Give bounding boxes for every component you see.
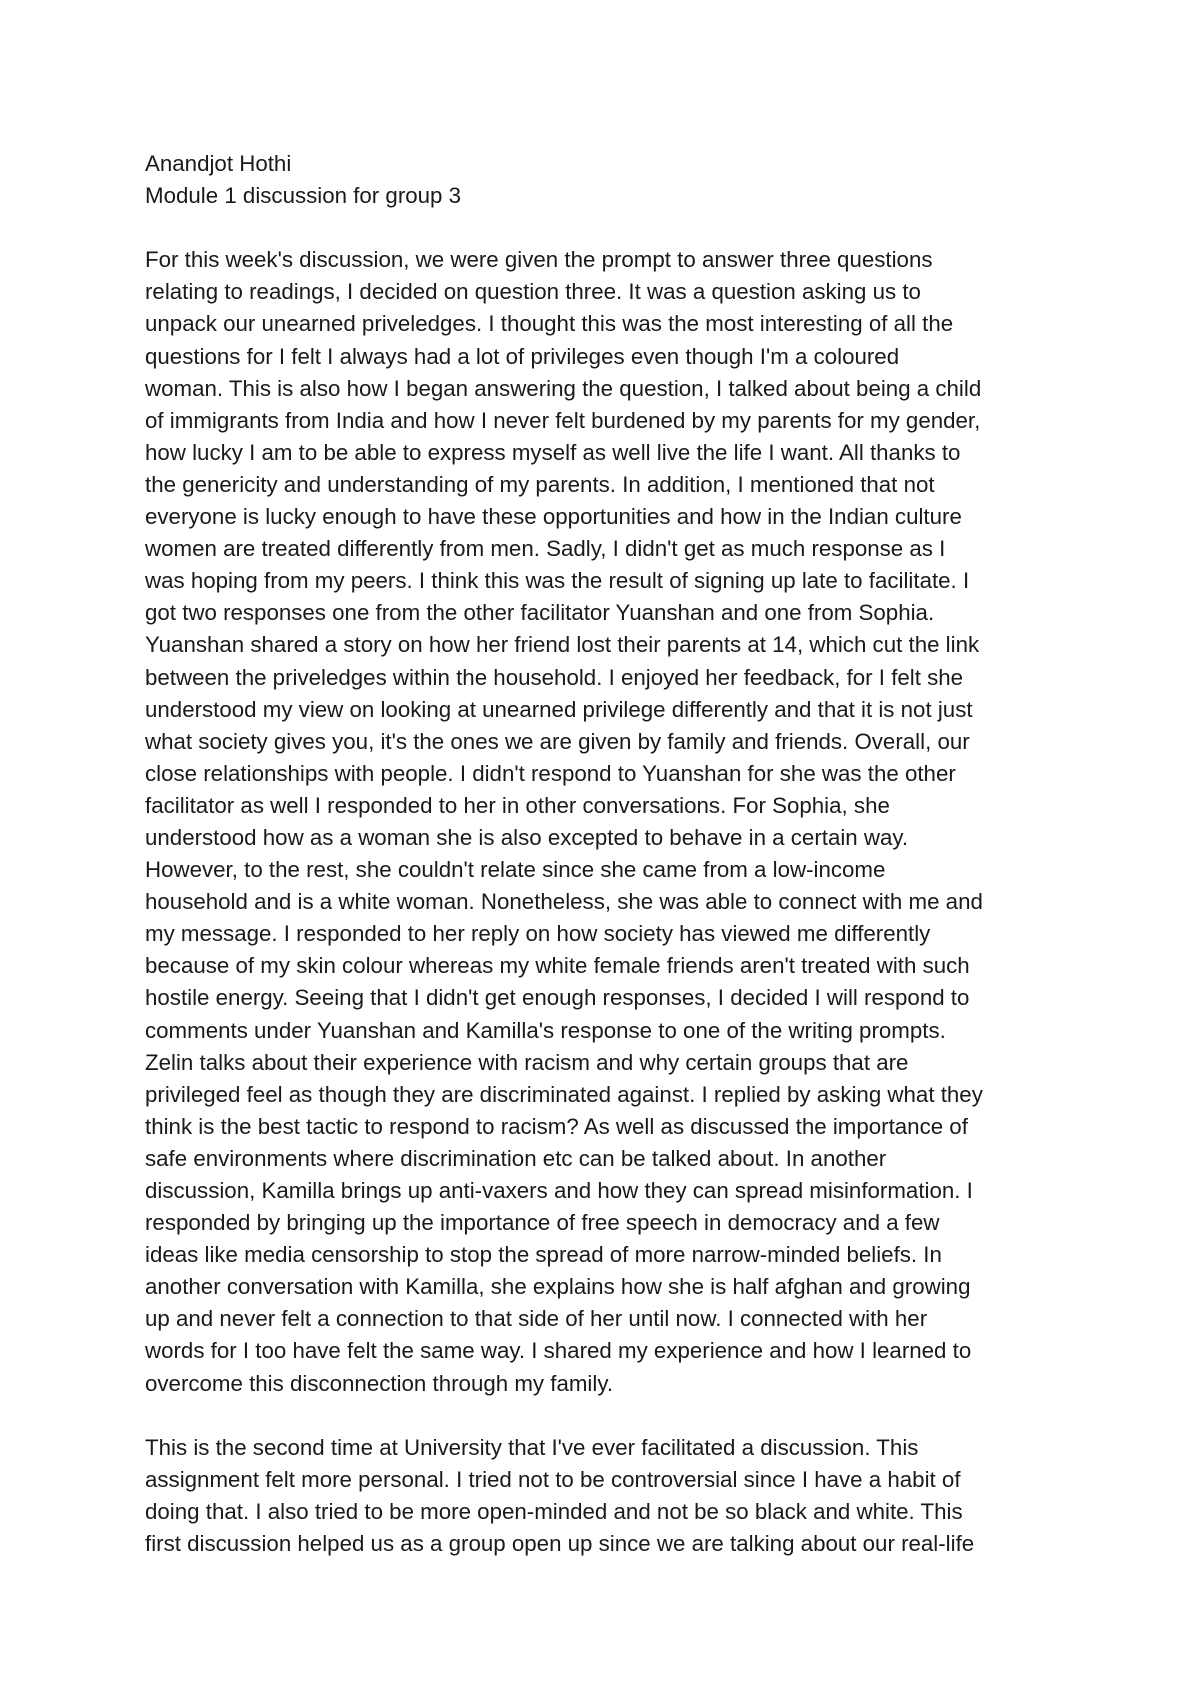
text-line: up and never felt a connection to that side of her until now. I connected with her — [145, 1306, 928, 1332]
text-line: my message. I responded to her reply on how society has viewed me differently — [145, 921, 931, 947]
text-line: privileged feel as though they are discriminated against. I replied by asking what they — [145, 1081, 983, 1107]
text-line: unpack our unearned priveledges. I thought this was the most interesting of all the — [145, 311, 954, 337]
text-line: of immigrants from India and how I never felt burdened by my parents for my gender, — [145, 407, 981, 433]
text-line: what society gives you, it's the ones we are given by family and friends. Overall, our — [145, 728, 970, 754]
text-line: responded by bringing up the importance of free speech in democracy and a few — [145, 1210, 940, 1236]
text-line: women are treated differently from men. Sadly, I didn't get as much response as I — [145, 536, 946, 562]
paragraph-gap — [145, 1400, 1085, 1432]
text-line: because of my skin colour whereas my white female friends aren't treated with such — [145, 953, 970, 979]
text-line: understood how as a woman she is also excepted to behave in a certain way. — [145, 824, 909, 850]
text-line: was hoping from my peers. I think this was the result of signing up late to facilitate. I — [145, 568, 970, 594]
text-line: got two responses one from the other facilitator Yuanshan and one from Sophia. — [145, 600, 935, 626]
text-line: doing that. I also tried to be more open-minded and not be so black and white. This — [145, 1498, 963, 1524]
text-line: first discussion helped us as a group open up since we are talking about our real-life — [145, 1531, 975, 1557]
text-line: woman. This is also how I began answering the question, I talked about being a child — [145, 375, 982, 401]
text-line: facilitator as well I responded to her in other conversations. For Sophia, she — [145, 792, 890, 818]
paragraph-gap — [145, 212, 1085, 244]
text-line: understood my view on looking at unearned privilege differently and that it is not just — [145, 696, 973, 722]
text-line: overcome this disconnection through my family. — [145, 1370, 614, 1396]
text-line: questions for I felt I always had a lot of privileges even though I'm a coloured — [145, 343, 900, 369]
text-line: hostile energy. Seeing that I didn't get enough responses, I decided I will respond to — [145, 985, 970, 1011]
text-line: relating to readings, I decided on question three. It was a question asking us to — [145, 279, 921, 305]
text-line: Yuanshan shared a story on how her friend lost their parents at 14, which cut the link — [145, 632, 980, 658]
text-line: However, to the rest, she couldn't relate since she came from a low-income — [145, 857, 886, 883]
text-line: safe environments where discrimination etc can be talked about. In another — [145, 1145, 887, 1171]
text-line: everyone is lucky enough to have these opportunities and how in the Indian culture — [145, 504, 962, 530]
text-line: Zelin talks about their experience with racism and why certain groups that are — [145, 1049, 909, 1075]
document-body — [145, 148, 1085, 1560]
text-line: close relationships with people. I didn't respond to Yuanshan for she was the other — [145, 760, 956, 786]
text-line: think is the best tactic to respond to racism? As well as discussed the importance of — [145, 1113, 968, 1139]
text-line: For this week's discussion, we were given the prompt to answer three questions — [145, 247, 933, 273]
document-subtitle: Module 1 discussion for group 3 — [145, 183, 462, 209]
text-line: how lucky I am to be able to express myself as well live the life I want. All thanks to — [145, 439, 961, 465]
text-line: This is the second time at University that I've ever facilitated a discussion. This — [145, 1434, 919, 1460]
text-line: assignment felt more personal. I tried not to be controversial since I have a habit of — [145, 1466, 961, 1492]
text-line: between the priveledges within the household. I enjoyed her feedback, for I felt she — [145, 664, 964, 690]
author-name: Anandjot Hothi — [145, 151, 292, 176]
paragraph-1 — [145, 244, 1085, 1399]
text-line: the genericity and understanding of my parents. In addition, I mentioned that not — [145, 471, 935, 497]
text-line: comments under Yuanshan and Kamilla's response to one of the writing prompts. — [145, 1017, 946, 1043]
text-line: another conversation with Kamilla, she explains how she is half afghan and growing — [145, 1274, 971, 1300]
text-line: household and is a white woman. Nonetheless, she was able to connect with me and — [145, 889, 983, 915]
text-line: discussion, Kamilla brings up anti-vaxers and how they can spread misinformation. I — [145, 1178, 973, 1203]
paragraph-2 — [145, 1432, 1085, 1560]
text-line: words for I too have felt the same way. I shared my experience and how I learned to — [145, 1338, 972, 1364]
text-line: ideas like media censorship to stop the spread of more narrow-minded beliefs. In — [145, 1242, 942, 1268]
